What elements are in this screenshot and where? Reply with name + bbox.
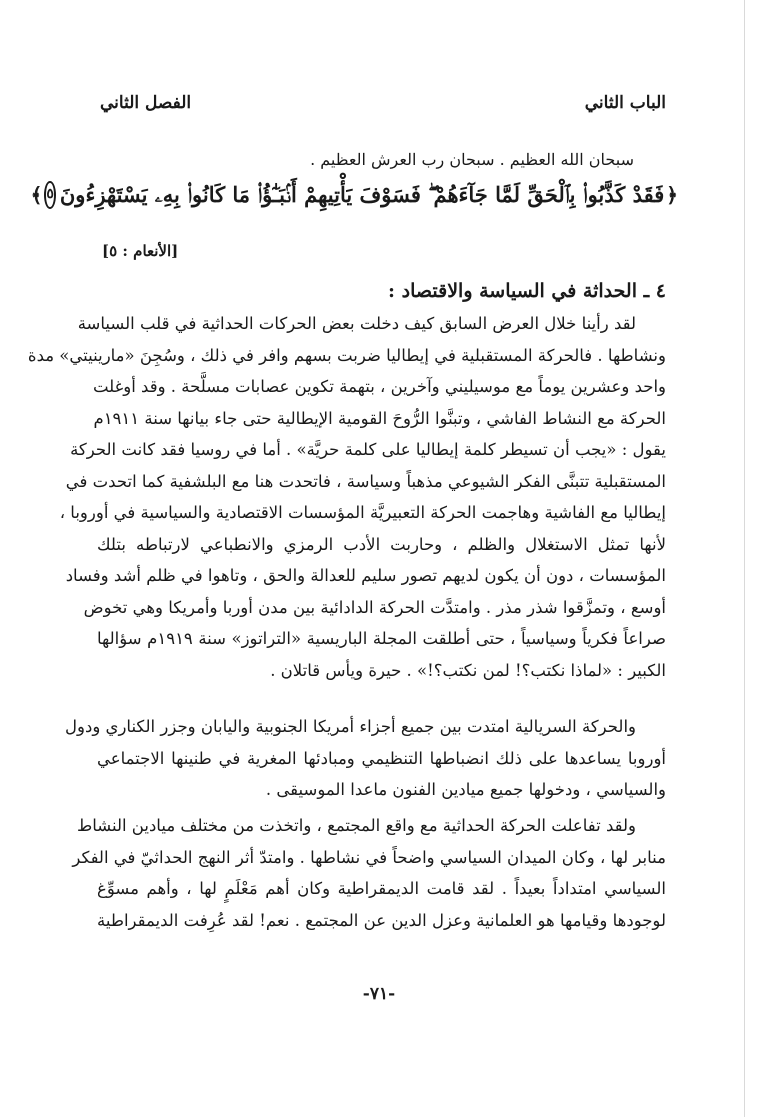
page-edge-line: [744, 0, 745, 1117]
text-line: لأنها تمثل الاستغلال والظلم ، وحاربت الأدب الرمزي والانطباعي لارتباطه بتلك: [97, 534, 666, 554]
text-line: الكبير : «لماذا نكتب؟! لمن نكتب؟!» . حيرة ويأس قاتلان .: [270, 660, 666, 680]
verse-close-bracket: ﴾: [30, 183, 43, 207]
text-line: واحد وعشرين يوماً مع موسيليني وآخرين ، بتهمة تكوين عصابات مسلَّحة . وقد أوغلت: [92, 377, 666, 396]
text-line: المستقبلية تتبنَّى الفكر الشيوعي مذهباً وسياسة ، فاتحدت هنا مع البلشفية كما اتحدت في: [65, 471, 666, 491]
text-line: والسياسي ، ودخولها جميع ميادين الفنون ماعدا الموسيقى .: [265, 780, 666, 799]
verse-citation: [الأنعام : ٥]: [102, 242, 179, 260]
paragraph-2: [65, 711, 666, 806]
page-number: -٧١-: [362, 984, 396, 1004]
text-line: أوسع ، وتمزَّقوا شذر مذر . وامتدَّت الحركة الدادائية بين مدن أوربا وأمريكا وهي تخوض: [83, 597, 666, 617]
text-line: والحركة السريالية امتدت بين جميع أجزاء أمريكا الجنوبية واليابان وجزر الكناري ودول: [65, 717, 636, 736]
verse-text: فَقَدْ كَذَّبُوا۟ بِٱلْحَقِّ لَمَّا جَآءَهُمْ ۖ فَسَوْفَ يَأْتِيهِمْ أَنۢبَـٰٓؤُا۟ مَا كَانُوا۟ بِهِۦ يَسْتَهْزِءُونَ: [59, 182, 665, 207]
quran-verse: [30, 181, 680, 209]
text-line: الحركة مع النشاط الفاشي ، وتبنَّوا الرُّوحَ القومية الإيطالية حتى جاء بيانها سنة ١٩١١م: [93, 408, 666, 428]
text-line: ولقد تفاعلت الحركة الحداثية مع واقع المجتمع ، واتخذت من مختلف ميادين النشاط: [76, 816, 636, 835]
tasbih-line: سبحان الله العظيم . سبحان رب العرش العظيم .: [310, 150, 634, 169]
verse-open-bracket: ﴿: [666, 183, 678, 207]
text-line: إيطاليا مع الفاشية وهاجمت الحركة التعبيريَّة المؤسسات الاقتصادية والسياسية في أوروبا ،: [59, 503, 666, 522]
text-line: لقد رأينا خلال العرض السابق كيف دخلت بعض الحركات الحداثية في قلب السياسة: [77, 314, 636, 333]
text-line: صراعاً فكرياً وسياسياً ، حتى أطلقت المجلة الباريسية «التراتوز» سنة ١٩١٩م سؤالها: [97, 629, 666, 648]
section-heading: ٤ ـ الحداثة في السياسة والاقتصاد :: [388, 280, 666, 302]
running-header-chapter: الفصل الثاني: [100, 93, 192, 113]
text-line: يقول : «يجب أن تسيطر كلمة إيطاليا على كلمة حريَّة» . أما في روسيا فقد كانت الحركة: [70, 440, 666, 459]
text-line: السياسي امتداداً بعيداً . لقد قامت الديمقراطية وكان أهم مَعْلَمٍ لها ، وأهم مسوِّغ: [97, 879, 666, 898]
running-header-part: الباب الثاني: [584, 93, 666, 113]
text-line: أوروبا يساعدها على ذلك انضباطها التنظيمي ومبادئها المغرية في طنينها الاجتماعي: [97, 748, 666, 768]
text-line: المؤسسات ، دون أن يكون لديهم تصور سليم للعدالة والحق ، وتاهوا في ظلم أشد وفساد: [65, 566, 666, 585]
paragraph-3: [72, 810, 666, 936]
text-line: ونشاطها . فالحركة المستقبلية في إيطاليا ضربت بسهم وافر في ذلك ، وسُجِنَ «مارينيتي» مدة: [27, 345, 666, 365]
ayah-number-marker: ٥: [44, 181, 56, 209]
paragraph-1: [27, 308, 666, 686]
text-line: لوجودها وقيامها هو العلمانية وعزل الدين عن المجتمع . نعم! لقد عُرِفت الديمقراطية: [97, 910, 666, 930]
text-line: منابر لها ، وكان الميدان السياسي واضحاً في نشاطها . وامتدّ أثر النهج الحداثيّ في الفكر: [72, 847, 666, 867]
